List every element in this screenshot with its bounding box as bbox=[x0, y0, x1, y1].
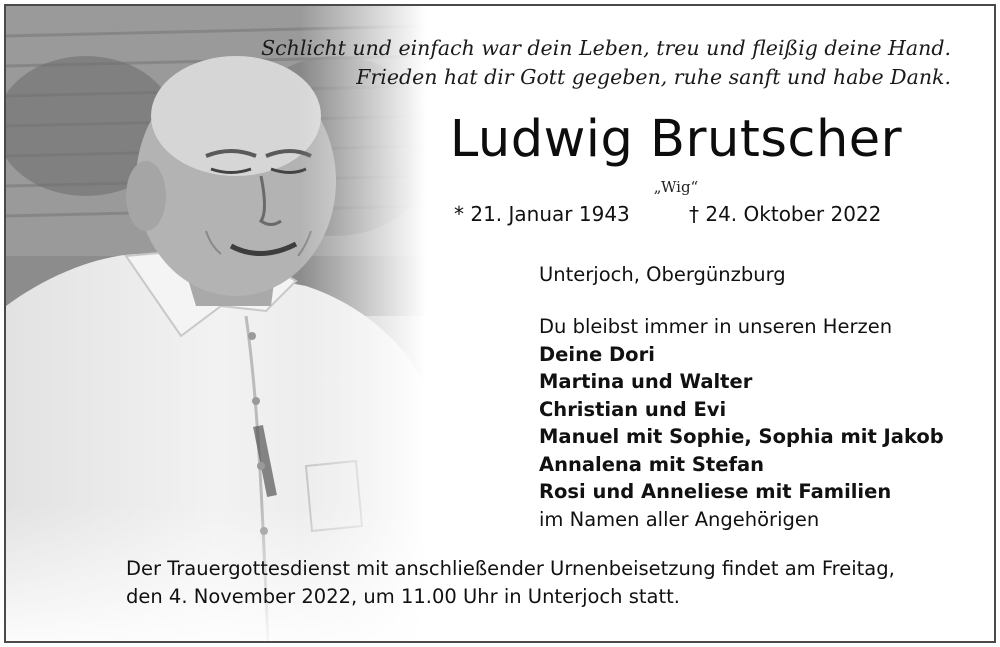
mourner-name: Rosi und Anneliese mit Familien bbox=[539, 480, 892, 503]
mourner-name: Martina und Walter bbox=[539, 370, 753, 393]
mourner-name: Deine Dori bbox=[539, 342, 655, 366]
verse bbox=[246, 34, 951, 92]
birth-date: * 21. Januar 1943 bbox=[454, 202, 630, 226]
deceased-nickname: „Wig“ bbox=[653, 178, 699, 196]
funeral-line-2: den 4. November 2022, um 11.00 Uhr in Unterjoch statt. bbox=[126, 585, 680, 608]
verse-line-1: Schlicht und einfach war dein Leben, treu und fleißig deine Hand. bbox=[261, 36, 951, 60]
obituary-card bbox=[4, 4, 996, 643]
mourner-name: Christian und Evi bbox=[539, 397, 727, 421]
hometown: Unterjoch, Obergünzburg bbox=[539, 263, 786, 286]
death-date: † 24. Oktober 2022 bbox=[689, 202, 882, 226]
mourners-list bbox=[539, 313, 979, 533]
mourners-outro: im Namen aller Angehörigen bbox=[539, 507, 820, 531]
funeral-notice bbox=[126, 555, 976, 611]
mourner-name: Annalena mit Stefan bbox=[539, 452, 764, 476]
verse-line-2: Frieden hat dir Gott gegeben, ruhe sanft und habe Dank. bbox=[356, 65, 951, 89]
deceased-name: Ludwig Brutscher bbox=[449, 110, 903, 169]
mourners-intro: Du bleibst immer in unseren Herzen bbox=[539, 315, 893, 338]
funeral-line-1: Der Trauergottesdienst mit anschließender Urnenbeisetzung findet am Freitag, bbox=[126, 557, 895, 580]
mourner-name: Manuel mit Sophie, Sophia mit Jakob bbox=[539, 425, 944, 448]
portrait-photo bbox=[6, 6, 426, 643]
